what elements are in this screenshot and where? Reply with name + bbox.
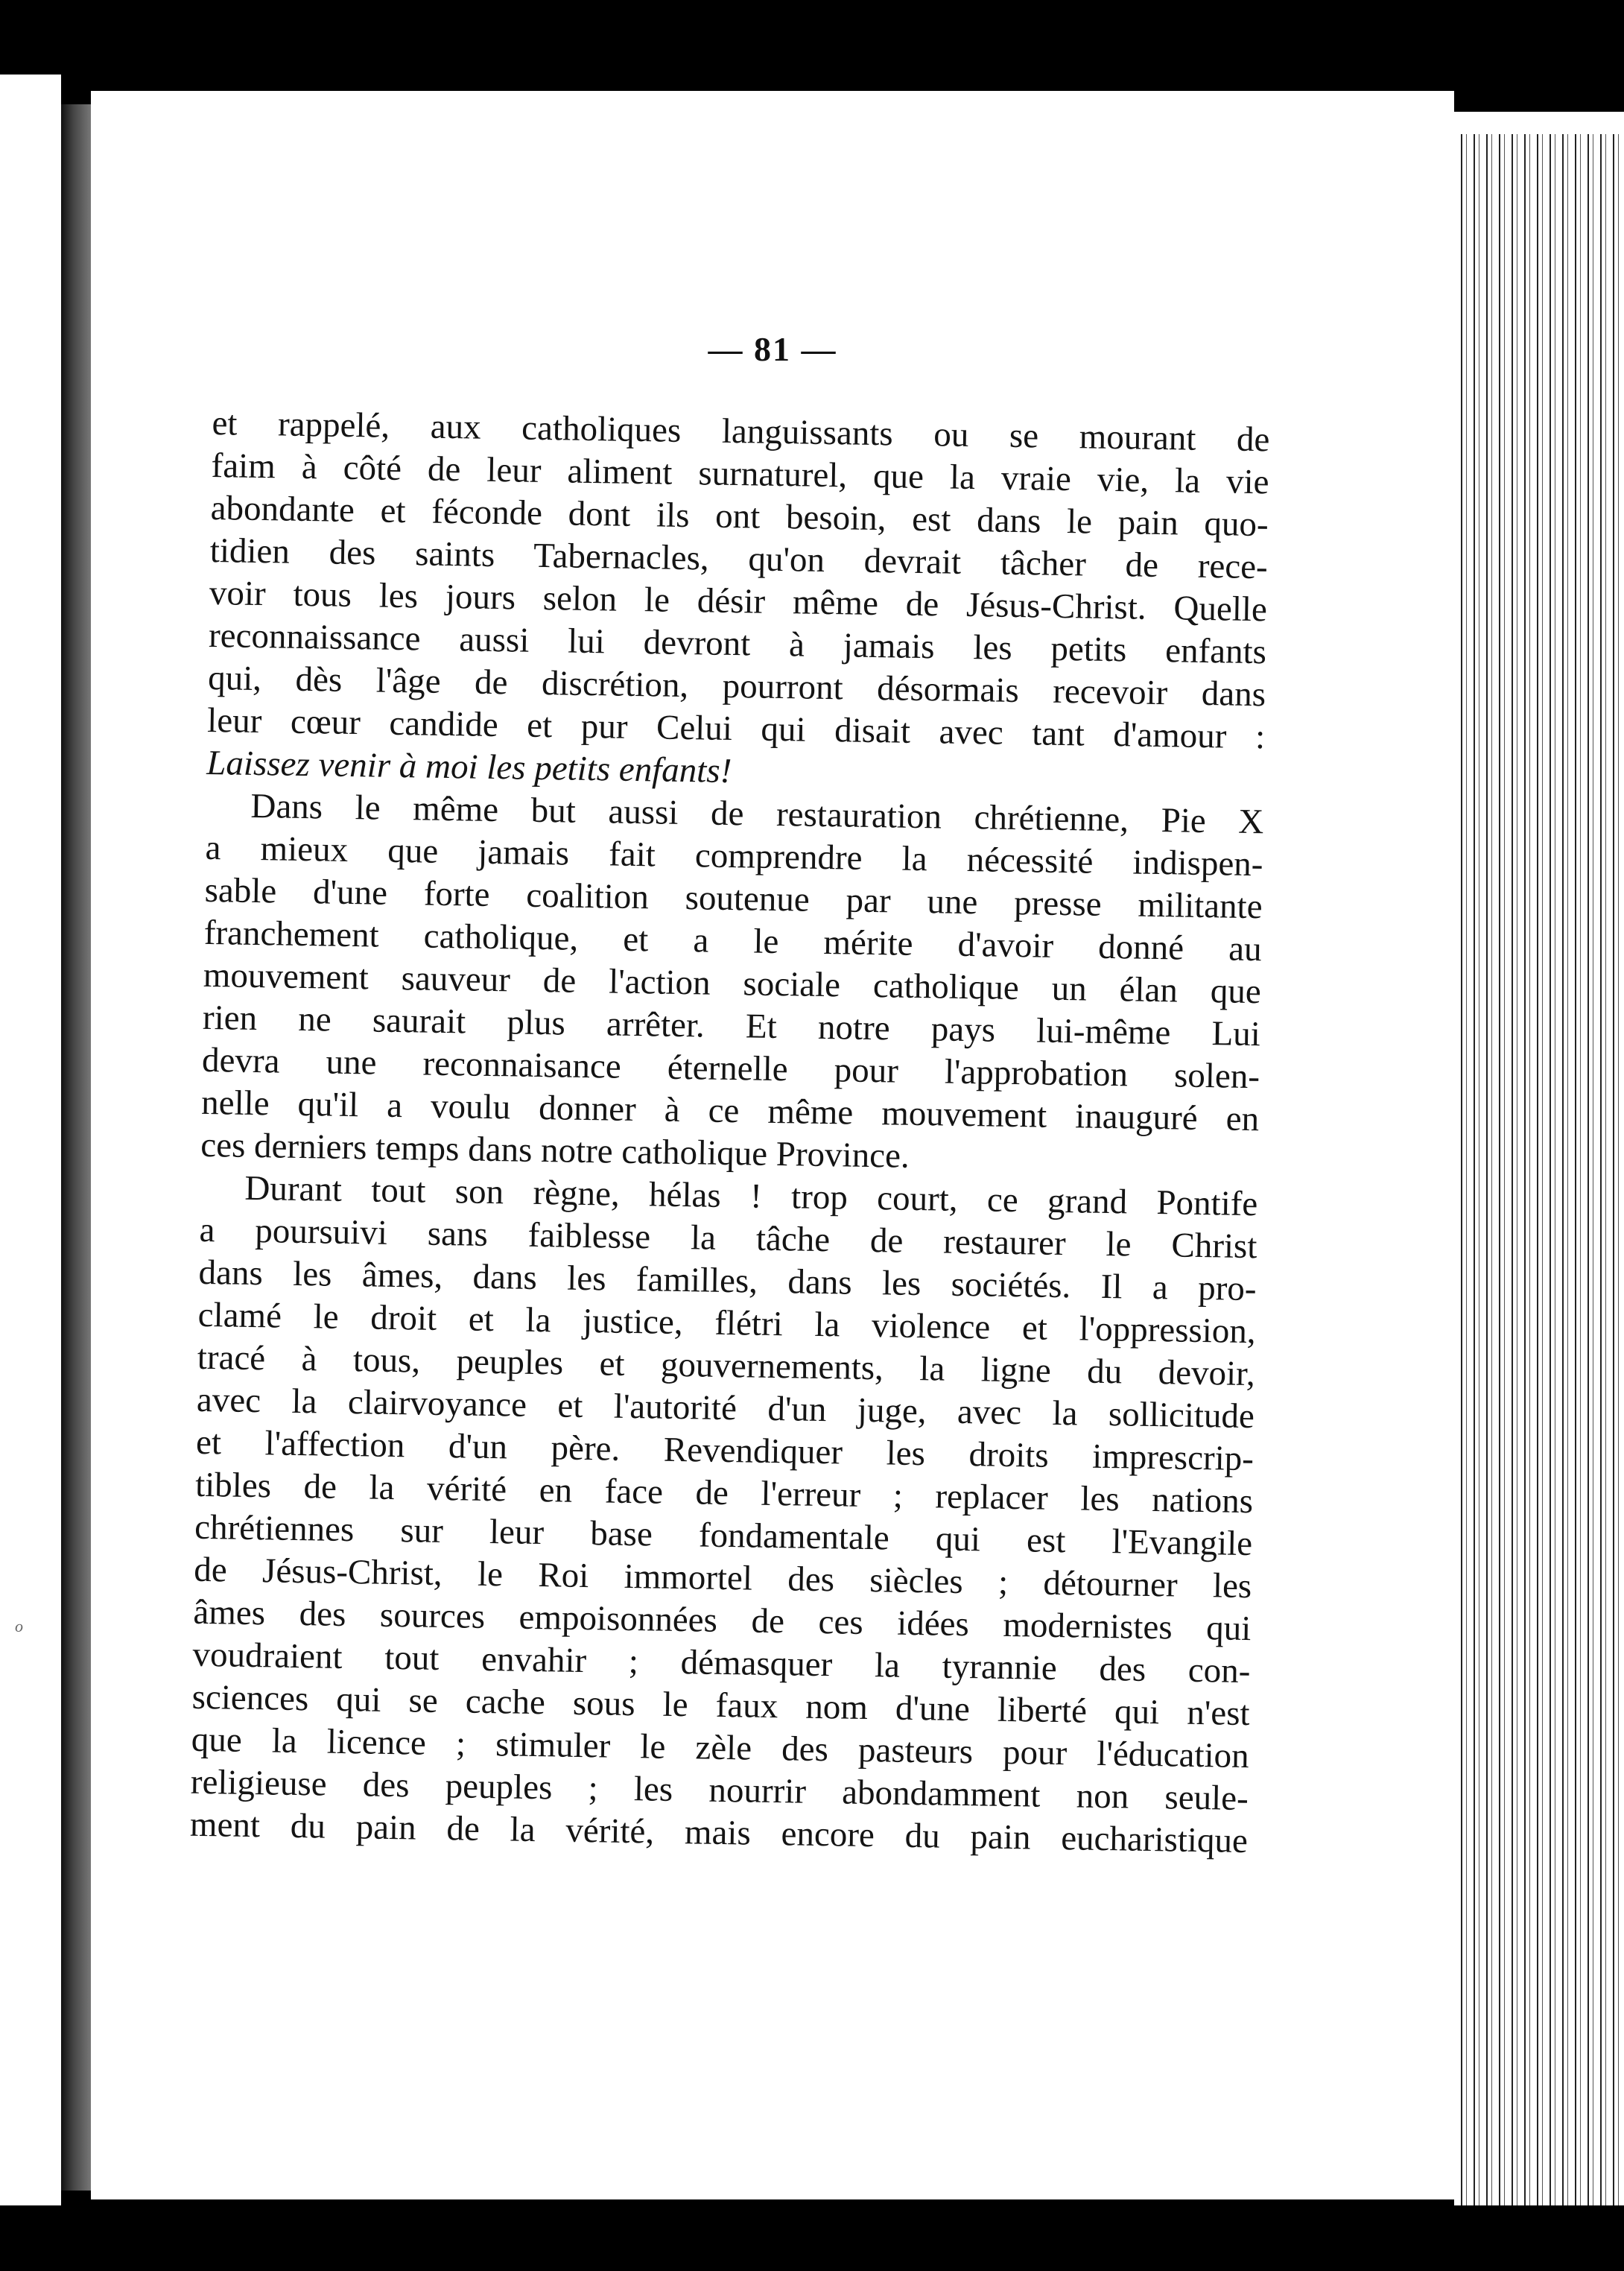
text-line: âmes des sources empoisonnées de ces idées modernistes qui — [193, 1592, 1252, 1649]
text-line: a mieux que jamais fait comprendre la nécessité indispen- — [205, 828, 1263, 884]
text-line: Dans le même but aussi de restauration chrétienne, Pie X — [250, 786, 1264, 842]
text-line: reconnaissance aussi lui devront à jamais les petits enfants — [208, 615, 1267, 672]
facing-page-edge — [0, 75, 61, 2205]
text-line: tibles de la vérité en face de l'erreur ; replacer les nations — [194, 1465, 1254, 1521]
text-line: chrétiennes sur leur base fondamentale qui est l'Evangile — [194, 1507, 1253, 1564]
page-edges-stack — [1454, 134, 1624, 2205]
text-line: que la licence ; stimuler le zèle des pasteurs pour l'éducation — [191, 1720, 1250, 1776]
text-line: faim à côté de leur aliment surnaturel, que la vraie vie, la vie — [211, 446, 1269, 502]
text-line: voudraient tout envahir ; démasquer la tyrannie des con- — [192, 1635, 1251, 1691]
text-line: ment du pain de la vérité, mais encore du pain eucharistique — [189, 1805, 1249, 1861]
text-line: avec la clairvoyance et l'autorité d'un juge, avec la sollicitude — [196, 1380, 1255, 1437]
text-line: de Jésus-Christ, le Roi immortel des siècles ; détourner les — [193, 1550, 1252, 1606]
text-line: et l'affection d'un père. Revendiquer les droits imprescrip- — [195, 1422, 1255, 1479]
text-line: sable d'une forte coalition soutenue par une presse militante — [204, 870, 1263, 927]
text-line: leur cœur candide et pur Celui qui disait avec tant d'amour : — [206, 700, 1266, 757]
text-line: devra une reconnaisance éternelle pour l'approbation solen- — [201, 1040, 1260, 1097]
body-text — [190, 402, 1270, 1863]
text-line: sciences qui se cache sous le faux nom d'une liberté qui n'est — [191, 1677, 1250, 1734]
text-line-quote: Laissez venir à moi les petits enfants! — [206, 743, 732, 791]
book-gutter — [61, 104, 91, 2191]
text-line: nelle qu'il a voulu donner à ce même mouvement inauguré en — [200, 1083, 1260, 1139]
page-number: — 81 — — [708, 330, 837, 368]
text-line: abondante et féconde dont ils ont besoin, est dans le pain quo- — [210, 488, 1269, 545]
text-line: Durant tout son règne, hélas ! trop court, ce grand Pontife — [244, 1168, 1258, 1224]
text-line: et rappelé, aux catholiques languissants ou se mourant de — [212, 403, 1270, 460]
text-line: dans les âmes, dans les familles, dans les sociétés. Il a pro- — [198, 1252, 1257, 1309]
margin-mark: o — [15, 1617, 23, 1635]
book-page — [91, 91, 1454, 2199]
text-line: voir tous les jours selon le désir même de Jésus-Christ. Quelle — [209, 573, 1268, 630]
text-line: a poursuivi sans faiblesse la tâche de restaurer le Christ — [199, 1210, 1257, 1267]
text-line: rien ne saurait plus arrêter. Et notre pays lui-même Lui — [202, 998, 1261, 1054]
text-line: mouvement sauveur de l'action sociale catholique un élan que — [203, 955, 1262, 1012]
text-line: ces derniers temps dans notre catholique Province. — [200, 1125, 910, 1176]
text-line: franchement catholique, et a le mérite d'avoir donné au — [203, 913, 1263, 969]
text-line: qui, dès l'âge de discrétion, pourront désormais recevoir dans — [207, 658, 1266, 715]
text-line: tidien des saints Tabernacles, qu'on devrait tâcher de rece- — [209, 530, 1269, 587]
text-line: tracé à tous, peuples et gouvernements, la ligne du devoir, — [197, 1337, 1256, 1394]
text-line: clamé le droit et la justice, flétri la violence et l'oppression, — [197, 1295, 1256, 1352]
text-line: religieuse des peuples ; les nourrir abondamment non seule- — [190, 1762, 1249, 1819]
